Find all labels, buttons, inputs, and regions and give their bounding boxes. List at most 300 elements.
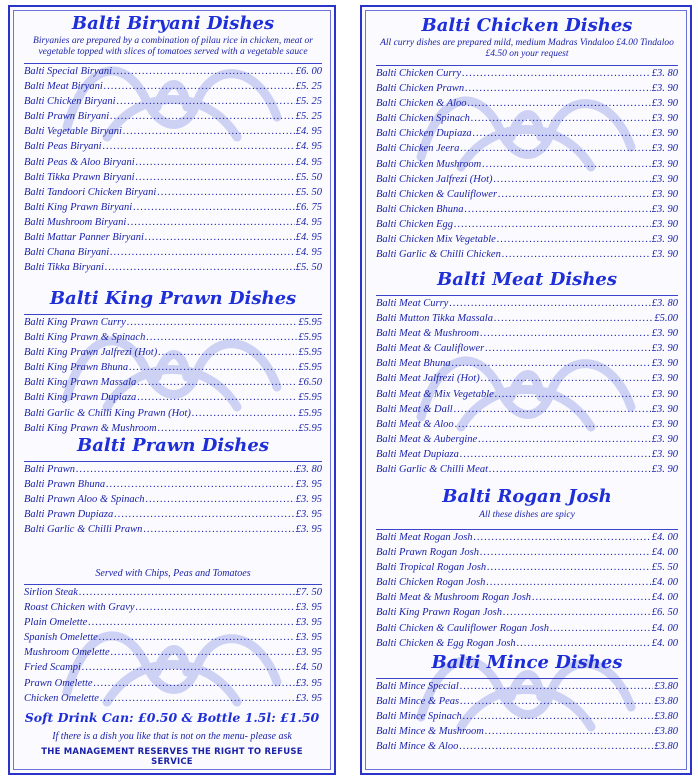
dot-leader: [449, 296, 650, 311]
menu-item: [376, 679, 678, 694]
dot-leader: [454, 402, 651, 417]
menu-item-price: £3. 80: [651, 298, 678, 309]
menu-item: [24, 215, 322, 230]
menu-item-name: Balti Mince Special: [376, 681, 459, 692]
menu-item-price: £5.95: [298, 392, 322, 404]
menu-item-price: £3. 95: [295, 509, 322, 521]
menu-item-name: Balti Meat & Mix Vegetable: [376, 388, 494, 400]
dot-leader: [517, 636, 651, 651]
dot-leader: [136, 155, 295, 170]
menu-item-name: Sirlion Steak: [24, 587, 78, 598]
menu-item: [376, 387, 678, 402]
menu-item-name: Balti Meat & Cauliflower: [376, 343, 485, 355]
menu-item-price: £5.95: [298, 362, 322, 374]
menu-item-price: £5.95: [298, 422, 322, 434]
menu-item: [376, 560, 678, 575]
menu-item-name: Balti Meat & Aubergine: [376, 433, 478, 445]
dot-leader: [137, 390, 297, 405]
menu-item-price: £3. 90: [651, 113, 678, 125]
menu-item-price: £3. 95: [295, 479, 322, 491]
menu-item-name: Balti Tandoori Chicken Biryani: [24, 186, 157, 198]
menu-item-name: Balti Chicken Biryani: [24, 96, 116, 108]
dot-leader: [143, 522, 294, 537]
menu-item-price: £4. 00: [651, 547, 678, 559]
menu-item: [24, 375, 322, 390]
dot-leader: [494, 311, 653, 326]
menu-item-price: £3. 90: [651, 328, 678, 340]
menu-item-name: Roast Chicken with Gravy: [24, 602, 135, 614]
menu-item-price: £3. 90: [651, 358, 678, 370]
menu-item-name: Balti Chicken Spinach: [376, 113, 470, 125]
menu-item: [376, 709, 678, 724]
menu-item: [24, 200, 322, 215]
menu-item-price: £5. 50: [295, 186, 322, 198]
item-list: [376, 66, 678, 262]
section-title: Balti Chicken Dishes: [421, 15, 633, 36]
menu-item-name: Balti Tikka Biryani: [24, 262, 104, 274]
menu-item: [24, 676, 322, 691]
menu-item-price: £4. 95: [295, 156, 322, 168]
dot-leader: [114, 507, 294, 522]
dot-leader: [454, 217, 651, 232]
dot-leader: [99, 630, 295, 645]
menu-item: [24, 522, 322, 537]
menu-item: [376, 141, 678, 156]
menu-item-name: Mushroom Omelette: [24, 647, 110, 659]
menu-item: [376, 356, 678, 371]
menu-item-price: £3. 90: [651, 464, 678, 476]
menu-item: [376, 621, 678, 636]
dot-leader: [485, 724, 654, 739]
menu-item-name: Balti Prawn: [24, 464, 76, 475]
section-title: Balti Prawn Dishes: [77, 435, 269, 456]
menu-item-price: £3. 95: [295, 632, 322, 644]
menu-item-name: Balti Chicken & Cauliflower Rogan Josh: [376, 622, 549, 634]
section-chicken: [376, 15, 678, 262]
menu-item-name: Balti Chicken Egg: [376, 218, 453, 230]
menu-item: [376, 157, 678, 172]
menu-item: [24, 124, 322, 139]
dot-leader: [113, 64, 295, 79]
menu-item-name: Balti Mince & Mushroom: [376, 726, 484, 738]
menu-item: [24, 630, 322, 645]
menu-item-price: £3. 90: [651, 343, 678, 355]
menu-item-price: £5.95: [298, 407, 322, 419]
menu-item-name: Balti Garlic & Chilli Prawn: [24, 524, 143, 536]
menu-item: [24, 260, 322, 275]
dot-leader: [485, 341, 651, 356]
menu-item: [24, 360, 322, 375]
menu-item: [24, 330, 322, 345]
dot-leader: [117, 94, 295, 109]
dot-leader: [146, 330, 297, 345]
menu-item: [24, 600, 322, 615]
dot-leader: [123, 124, 295, 139]
menu-item-price: £3.80: [654, 726, 678, 738]
menu-item: [24, 79, 322, 94]
menu-item-name: Balti King Prawn Biryani: [24, 201, 133, 213]
menu-item-price: £3. 90: [651, 98, 678, 110]
dot-leader: [133, 200, 295, 215]
menu-item: [24, 94, 322, 109]
menu-item-price: £3.80: [654, 741, 678, 753]
dot-leader: [495, 387, 651, 402]
menu-item-name: Balti Chicken Jeera: [376, 143, 460, 155]
item-list: [376, 296, 678, 477]
dot-leader: [455, 417, 651, 432]
menu-item: [376, 172, 678, 187]
menu-item-name: Balti Mushroom Biryani: [24, 216, 127, 228]
menu-item-name: Balti Mince & Peas: [376, 696, 460, 708]
menu-item-price: £4. 95: [295, 216, 322, 228]
menu-item: [376, 545, 678, 560]
menu-item-name: Balti Tropical Rogan Josh: [376, 562, 487, 574]
menu-item-price: £3. 90: [651, 188, 678, 200]
dot-leader: [110, 245, 295, 260]
menu-item-price: £3.80: [654, 681, 678, 692]
menu-item-price: £5. 25: [295, 111, 322, 123]
section-rogan-josh: [376, 486, 678, 651]
dot-leader: [127, 215, 294, 230]
menu-item-name: Balti Mutton Tikka Massala: [376, 313, 493, 325]
menu-item: [24, 185, 322, 200]
menu-item-price: £3. 90: [651, 158, 678, 170]
menu-item: [376, 247, 678, 262]
section-mince: [376, 652, 678, 754]
menu-item-price: £3. 95: [295, 524, 322, 536]
menu-item: [24, 691, 322, 706]
dot-leader: [474, 530, 651, 545]
dot-leader: [465, 81, 651, 96]
dot-leader: [76, 462, 295, 477]
menu-item-name: Balti King Prawn Jalfrezi (Hot): [24, 347, 158, 359]
menu-item-name: Balti Chicken Rogan Josh: [376, 577, 486, 589]
menu-item-name: Balti King Prawn & Mushroom: [24, 422, 157, 434]
menu-item-price: £3. 90: [651, 433, 678, 445]
menu-item-price: £5.95: [298, 317, 322, 328]
menu-item-price: £3. 90: [651, 418, 678, 430]
menu-item: [376, 96, 678, 111]
menu-item-name: Balti Meat & Mushroom Rogan Josh: [376, 592, 532, 604]
menu-item-name: Balti Chicken & Cauliflower: [376, 188, 498, 200]
menu-item-name: Balti King Prawn Dupiaza: [24, 392, 137, 404]
section-title: Balti Rogan Josh: [442, 486, 612, 507]
dot-leader: [88, 615, 294, 630]
section-biryani: [24, 13, 322, 275]
dot-leader: [498, 187, 651, 202]
menu-item: [376, 724, 678, 739]
section-subtitle: Biryanies are prepared by a combination of pilau rice in chicken, meat or vegetable topped with slices of tomatoes served with a vegetable sauce: [33, 36, 313, 57]
dot-leader: [462, 66, 651, 81]
menu-item: [24, 345, 322, 360]
menu-panel-left: [8, 5, 336, 775]
menu-item-name: Balti Chicken Curry: [376, 68, 462, 79]
dot-leader: [478, 432, 651, 447]
menu-item-name: Spanish Omelette: [24, 632, 98, 644]
item-list: [376, 530, 678, 651]
dot-leader: [502, 247, 651, 262]
menu-item: [376, 81, 678, 96]
menu-item-price: £4. 00: [651, 637, 678, 649]
menu-item: [24, 245, 322, 260]
menu-item: [376, 432, 678, 447]
dot-leader: [471, 111, 651, 126]
menu-item: [24, 64, 322, 79]
dot-leader: [460, 447, 651, 462]
menu-item: [24, 660, 322, 675]
dot-leader: [459, 739, 653, 754]
menu-item-price: £5.00: [654, 313, 678, 325]
menu-item: [24, 585, 322, 600]
menu-item-name: Balti King Prawn Rogan Josh: [376, 607, 502, 619]
section-title: Balti Biryani Dishes: [71, 13, 275, 34]
menu-item-price: £3. 90: [651, 218, 678, 230]
menu-item-name: Balti Vegetable Biryani: [24, 126, 122, 138]
menu-item-price: £4. 95: [295, 232, 322, 244]
menu-item-price: £3. 90: [651, 128, 678, 140]
menu-item: [376, 232, 678, 247]
menu-item: [376, 371, 678, 386]
dot-leader: [94, 676, 295, 691]
menu-item-price: £5. 50: [295, 262, 322, 274]
menu-item: [24, 492, 322, 507]
menu-item-price: £3. 90: [651, 83, 678, 95]
menu-item-price: £3. 90: [651, 403, 678, 415]
menu-item-price: £3. 95: [295, 617, 322, 629]
menu-item: [24, 109, 322, 124]
menu-item: [24, 139, 322, 154]
menu-item-price: £4. 00: [651, 592, 678, 604]
menu-item-name: Balti Prawn Aloo & Spinach: [24, 494, 145, 506]
menu-item-name: Balti Chicken Prawn: [376, 83, 465, 95]
menu-item-price: £6. 75: [295, 201, 322, 213]
dot-leader: [460, 694, 653, 709]
menu-item-name: Balti Prawn Dupiaza: [24, 509, 114, 521]
section-meat: [376, 269, 678, 477]
menu-item-name: Balti Chicken Jalfrezi (Hot): [376, 173, 493, 185]
menu-item-name: Balti King Prawn Curry: [24, 317, 126, 328]
dot-leader: [111, 645, 295, 660]
menu-item: [376, 326, 678, 341]
menu-item-name: Balti Chicken & Aloo: [376, 98, 467, 110]
menu-item-name: Balti Prawn Bhuna: [24, 479, 106, 491]
menu-item-name: Balti Mince & Aloo: [376, 741, 459, 753]
menu-item: [24, 406, 322, 421]
menu-item: [376, 402, 678, 417]
menu-item-price: £3. 95: [295, 692, 322, 704]
dot-leader: [487, 560, 651, 575]
menu-item-price: £5.95: [298, 332, 322, 344]
menu-panel-right: [360, 5, 692, 775]
menu-item-name: Balti Chicken Mushroom: [376, 158, 482, 170]
menu-item-name: Balti Garlic & Chilli Chicken: [376, 249, 501, 261]
menu-item-name: Balti Special Biryani: [24, 66, 113, 77]
menu-item: [24, 315, 322, 330]
dot-leader: [137, 375, 297, 390]
dot-leader: [158, 345, 297, 360]
menu-item-price: £5. 50: [651, 562, 678, 574]
menu-item-price: £4. 00: [651, 577, 678, 589]
menu-item-name: Balti King Prawn Bhuna: [24, 362, 129, 374]
menu-item-price: £3. 95: [295, 494, 322, 506]
menu-item-name: Balti King Prawn Massala: [24, 377, 137, 389]
menu-item: [376, 311, 678, 326]
menu-item-name: Balti Chicken & Egg Rogan Josh: [376, 637, 516, 649]
dot-leader: [464, 202, 650, 217]
menu-item-name: Balti Chicken Bhuna: [376, 203, 464, 215]
menu-item-price: £5.95: [298, 347, 322, 359]
dot-leader: [110, 109, 295, 124]
ask-note: If there is a dish you like that is not on the menu- please ask: [52, 731, 292, 742]
dot-leader: [103, 139, 295, 154]
menu-item-price: £4. 95: [295, 126, 322, 138]
menu-item-name: Balti Mince Spinach: [376, 711, 462, 723]
dot-leader: [473, 126, 651, 141]
menu-item: [376, 341, 678, 356]
menu-item-price: £5. 25: [295, 96, 322, 108]
menu-item-price: £3. 95: [295, 677, 322, 689]
dot-leader: [136, 170, 295, 185]
dot-leader: [468, 96, 651, 111]
dot-leader: [482, 157, 651, 172]
menu-item-name: Balti Chicken Dupiaza: [376, 128, 472, 140]
menu-item-name: Fried Scampi: [24, 662, 81, 674]
menu-item-name: Balti Peas Biryani: [24, 141, 102, 153]
menu-item-price: £4. 95: [295, 141, 322, 153]
dot-leader: [486, 575, 650, 590]
dot-leader: [106, 477, 295, 492]
menu-item-price: £3. 90: [651, 234, 678, 246]
section-subtitle: All curry dishes are prepared mild, medium Madras Vindaloo £4.00 Tindaloo £4.50 on your request: [380, 38, 674, 59]
menu-item-name: Balti Meat Biryani: [24, 81, 103, 93]
section-king-prawn: [24, 288, 322, 436]
section-title: Balti Meat Dishes: [436, 269, 617, 290]
dot-leader: [79, 585, 295, 600]
dot-leader: [532, 590, 651, 605]
menu-item-price: £5. 50: [295, 171, 322, 183]
menu-item-price: £3. 80: [295, 464, 322, 475]
dot-leader: [105, 260, 295, 275]
section-subtitle: All these dishes are spicy: [479, 510, 575, 520]
dot-leader: [494, 172, 651, 187]
dot-leader: [82, 660, 295, 675]
menu-item: [376, 296, 678, 311]
menu-item-price: £4. 50: [295, 662, 322, 674]
menu-item-name: Balti Tikka Prawn Biryani: [24, 171, 135, 183]
menu-item-price: £6. 00: [295, 66, 322, 77]
menu-item-price: £3.80: [654, 711, 678, 723]
dot-leader: [489, 462, 651, 477]
dot-leader: [480, 326, 651, 341]
menu-item: [24, 615, 322, 630]
menu-item: [376, 462, 678, 477]
menu-item: [376, 575, 678, 590]
dot-leader: [460, 141, 650, 156]
menu-item-name: Balti Peas & Aloo Biryani: [24, 156, 135, 168]
menu-item: [376, 66, 678, 81]
section-prawn: [24, 435, 322, 537]
menu-item-price: £3. 90: [651, 448, 678, 460]
menu-item: [376, 126, 678, 141]
menu-item-price: £3. 90: [651, 143, 678, 155]
menu-item: [24, 462, 322, 477]
dot-leader: [452, 356, 651, 371]
menu-item: [376, 202, 678, 217]
menu-item: [24, 230, 322, 245]
item-list: [24, 585, 322, 706]
item-list: [24, 64, 322, 275]
menu-item-name: Balti Garlic & Chilli King Prawn (Hot): [24, 407, 191, 419]
menu-item-name: Balti Prawn Rogan Josh: [376, 547, 479, 559]
menu-item-name: Prawn Omelette: [24, 677, 93, 689]
menu-item-name: Balti Meat Rogan Josh: [376, 532, 473, 543]
menu-item-price: £6. 50: [651, 607, 678, 619]
menu-item-name: Balti Chana Biryani: [24, 247, 110, 259]
dot-leader: [463, 709, 654, 724]
menu-item-price: £5. 25: [295, 81, 322, 93]
menu-item: [24, 421, 322, 436]
section-title: Balti King Prawn Dishes: [49, 288, 297, 309]
dot-leader: [550, 621, 651, 636]
menu-item-price: £4. 00: [651, 532, 678, 543]
dot-leader: [481, 371, 651, 386]
menu-item-name: Balti Meat Curry: [376, 298, 449, 309]
menu-item: [376, 217, 678, 232]
menu-item-name: Balti Mattar Panner Biryani: [24, 232, 144, 244]
menu-item: [24, 507, 322, 522]
menu-item-name: Balti Chicken Mix Vegetable: [376, 234, 496, 246]
menu-item-price: £4. 95: [295, 247, 322, 259]
menu-item: [24, 155, 322, 170]
menu-item: [376, 111, 678, 126]
menu-item-name: Balti Meat & Dall: [376, 403, 453, 415]
menu-item-name: Balti Meat & Aloo: [376, 418, 454, 430]
menu-item-price: £3. 90: [651, 373, 678, 385]
menu-item-name: Balti Meat Bhuna: [376, 358, 451, 370]
menu-item: [376, 636, 678, 651]
menu-item: [376, 694, 678, 709]
dot-leader: [104, 79, 295, 94]
dot-leader: [480, 545, 651, 560]
dot-leader: [192, 406, 298, 421]
menu-item-price: £7. 50: [295, 587, 322, 598]
dot-leader: [145, 230, 295, 245]
menu-item-name: Balti Garlic & Chilli Meat: [376, 464, 488, 476]
item-list: [24, 462, 322, 537]
soft-drinks-note: Soft Drink Can: £0.50 & Bottle 1.5l: £1.50: [24, 710, 320, 725]
menu-item: [24, 645, 322, 660]
menu-item: [376, 187, 678, 202]
menu-item-price: £3.80: [654, 696, 678, 708]
menu-item-price: £3. 90: [651, 203, 678, 215]
menu-item-price: £3. 90: [651, 388, 678, 400]
menu-item-price: £3. 95: [295, 647, 322, 659]
dot-leader: [503, 605, 651, 620]
menu-item-name: Chicken Omelette: [24, 692, 99, 704]
menu-item-price: £3. 80: [651, 68, 678, 79]
dot-leader: [146, 492, 295, 507]
menu-item: [24, 170, 322, 185]
dot-leader: [136, 600, 295, 615]
menu-item-price: £6.50: [298, 377, 322, 389]
menu-item-name: Plain Omelette: [24, 617, 88, 629]
menu-item-name: Balti Meat & Mushroom: [376, 328, 480, 340]
menu-item-name: Balti Meat Dupiaza: [376, 448, 459, 460]
menu-item: [24, 390, 322, 405]
menu-item: [376, 739, 678, 754]
menu-item: [24, 477, 322, 492]
item-list: [376, 679, 678, 754]
